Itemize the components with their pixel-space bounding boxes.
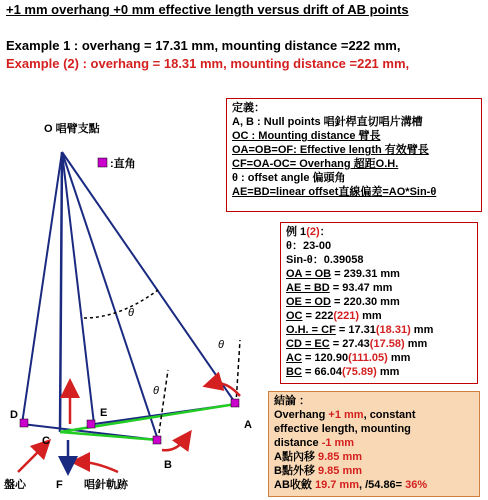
example-row: O.H. = CF = 17.31(18.31) mm xyxy=(286,324,434,336)
marker-b xyxy=(153,436,161,444)
example-row: AC = 120.90(111.05) mm xyxy=(286,352,411,364)
label-e: E xyxy=(100,407,108,419)
line-od xyxy=(22,152,62,424)
example-1-text: Example 1 : overhang = 17.31 mm, mounting distance =222 mm, xyxy=(6,38,401,53)
platter-label: 盤心 xyxy=(4,479,26,491)
conclusion-line: effective length, mounting xyxy=(274,423,411,435)
example-row: OE = OD = 220.30 mm xyxy=(286,296,400,308)
dashed-b xyxy=(158,370,168,440)
example-row: OA = OB = 239.31 mm xyxy=(286,268,400,280)
legend-marker xyxy=(98,158,107,167)
conclusion-line: A點內移 9.85 mm xyxy=(274,451,363,463)
conclusion-line: AB收斂 19.7 mm, /54.86= 36% xyxy=(274,479,428,491)
page-title: +1 mm overhang +0 mm effective length versus drift of AB points xyxy=(6,2,409,17)
definitions-heading: 定義： xyxy=(232,102,265,114)
label-b: B xyxy=(164,459,172,471)
example-row: CD = EC = 27.43(17.58) mm xyxy=(286,338,428,350)
legend-label: :直角 xyxy=(110,158,136,170)
definition-line: OA=OB=OF: Effective length 有效臂長 xyxy=(232,144,429,156)
label-f: F xyxy=(56,479,63,491)
definition-line: AE=BD=linear offset直線偏差=AO*Sin-θ xyxy=(232,186,437,198)
definition-line: CF=OA-OC= Overhang 超距O.H. xyxy=(232,158,399,170)
example-values-box xyxy=(280,222,478,384)
label-a: A xyxy=(244,419,252,431)
example-2-text: Example (2) : overhang = 18.31 mm, mounting distance =221 mm, xyxy=(6,56,410,71)
pivot-label: O 唱臂支點 xyxy=(44,123,100,135)
example-row: OC = 222(221) mm xyxy=(286,310,382,322)
arrow-track xyxy=(80,462,118,472)
example-row: BC = 66.04(75.89) mm xyxy=(286,366,400,378)
label-c: C xyxy=(42,435,50,447)
line-oc xyxy=(60,152,62,432)
conclusion-line: Overhang +1 mm, constant xyxy=(274,409,416,421)
arrow-platter xyxy=(18,446,44,472)
theta-label-a: θ xyxy=(218,339,224,351)
arrow-b-move xyxy=(162,438,186,450)
example-heading: 例 1(2)： xyxy=(286,226,331,238)
example-row: AE = BD = 93.47 mm xyxy=(286,282,393,294)
track-label: 唱針軌跡 xyxy=(84,479,128,491)
conclusion-heading: 結論 ： xyxy=(274,395,311,407)
marker-e xyxy=(87,420,95,428)
example-row: θ：23-00 xyxy=(286,240,332,252)
line-ob xyxy=(62,152,158,440)
conclusion-box xyxy=(268,391,480,497)
theta-arc xyxy=(84,290,158,318)
theta-label-center: θ xyxy=(128,307,134,319)
conclusion-line: distance -1 mm xyxy=(274,437,355,449)
conclusion-line: B點外移 9.85 mm xyxy=(274,465,363,477)
line-cb xyxy=(60,432,158,440)
definition-line: θ : offset angle 偏頭角 xyxy=(232,172,346,184)
label-d: D xyxy=(10,409,18,421)
theta-label-b: θ xyxy=(153,385,159,397)
marker-d xyxy=(20,419,28,427)
definition-line: A, B : Null points 唱針桿直切唱片溝槽 xyxy=(232,116,423,128)
marker-a xyxy=(231,399,239,407)
definition-line: OC : Mounting distance 臂長 xyxy=(232,130,381,142)
example-row: Sin-θ：0.39058 xyxy=(286,254,364,266)
definitions-box xyxy=(226,98,482,212)
